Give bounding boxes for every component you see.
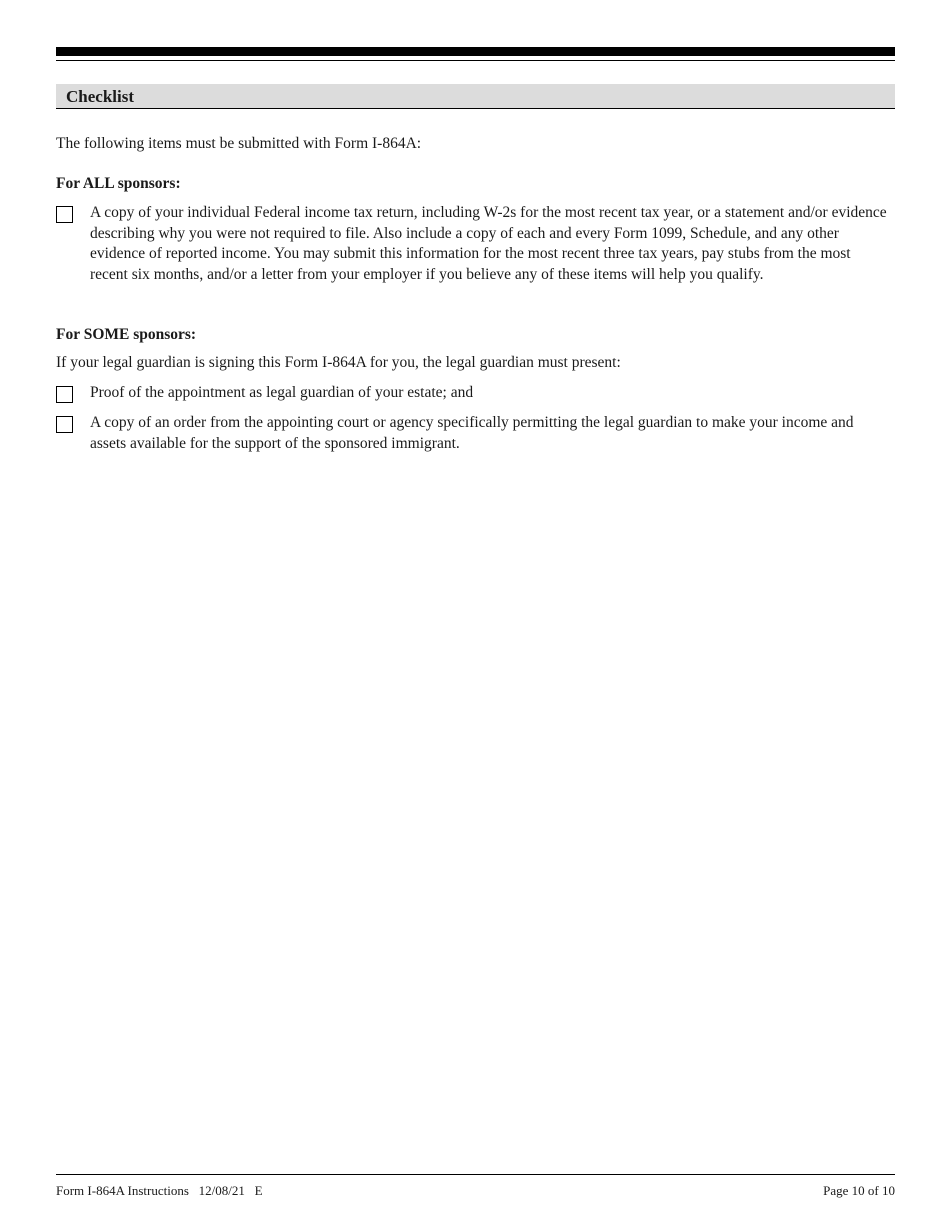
guardian-proof-checkbox[interactable] <box>56 386 73 403</box>
intro-text: The following items must be submitted with Form I-864A: <box>56 135 422 152</box>
some-sponsors-heading: For SOME sponsors: <box>56 326 197 343</box>
checklist-item-text: A copy of your individual Federal income tax return, including W-2s for the most recent tax year, or a statement and/or evidence describing why you were not required to file. Also include a copy of each and every Form 1099, Schedule, and any other evidence of reported income. You may submit this information for the most recent three tax years, pay stubs from the most recent six months, and/or a letter from your employer if you believe any of these items will help you qualify. <box>90 204 887 283</box>
all-sponsors-heading: For ALL sponsors: <box>56 175 181 192</box>
footer-page-number: Page 10 of 10 <box>823 1183 895 1198</box>
header-rule-thick <box>56 47 895 56</box>
court-order-checkbox[interactable] <box>56 416 73 433</box>
section-header <box>56 84 895 109</box>
footer-rule <box>56 1174 895 1175</box>
guardian-intro-text: If your legal guardian is signing this Form I-864A for you, the legal guardian must present: <box>56 354 621 371</box>
checklist-item-text: A copy of an order from the appointing court or agency specifically permitting the legal guardian to make your income and assets available for the support of the sponsored immigrant. <box>90 414 854 452</box>
section-title: Checklist <box>66 87 134 106</box>
checklist-item-text: Proof of the appointment as legal guardian of your estate; and <box>90 384 474 401</box>
header-rule-thin <box>56 60 895 61</box>
tax-return-checkbox[interactable] <box>56 206 73 223</box>
footer-form-info: Form I-864A Instructions 12/08/21 E <box>56 1183 263 1198</box>
